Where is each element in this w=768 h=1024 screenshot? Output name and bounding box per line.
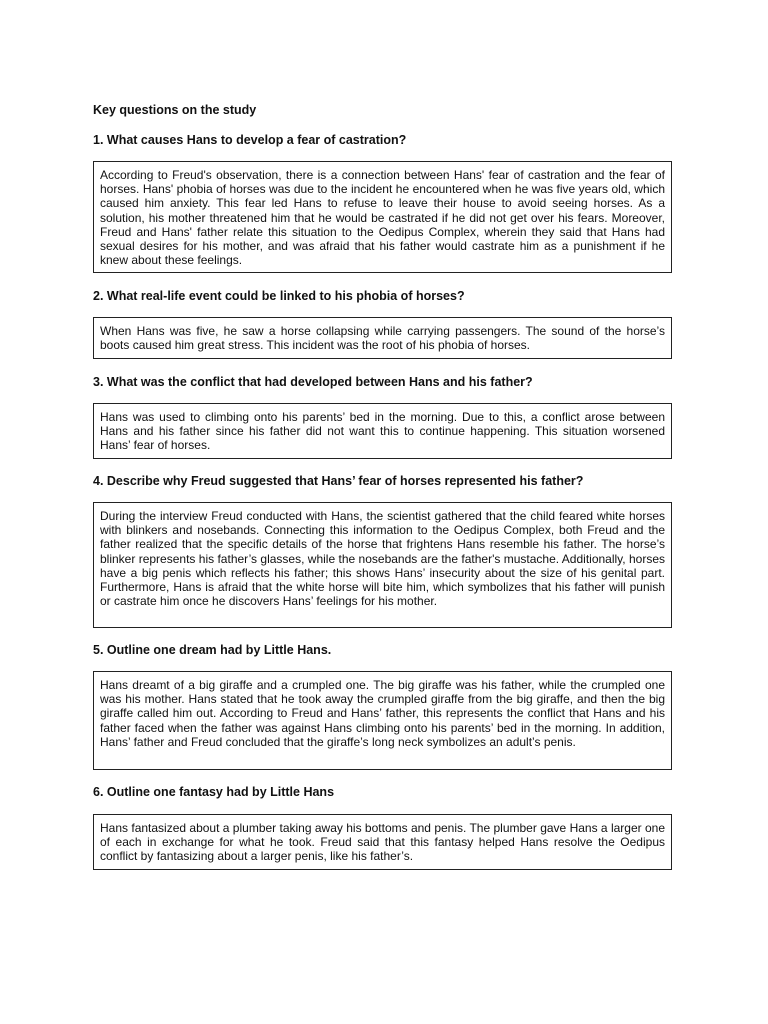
answer-box-6 bbox=[93, 814, 672, 870]
question-1: 1. What causes Hans to develop a fear of castration? bbox=[93, 133, 407, 147]
answer-box-1 bbox=[93, 161, 672, 273]
question-4: 4. Describe why Freud suggested that Hans’ fear of horses represented his father? bbox=[93, 474, 584, 488]
question-5: 5. Outline one dream had by Little Hans. bbox=[93, 643, 332, 657]
question-2: 2. What real-life event could be linked to his phobia of horses? bbox=[93, 289, 465, 303]
answer-box-5 bbox=[93, 671, 672, 770]
answer-text-3: Hans was used to climbing onto his parents’ bed in the morning. Due to this, a conflict arose between Hans and his father since his father did not want this to continue happening. This situation worsened Hans’ fear of horses. bbox=[100, 410, 665, 453]
answer-box-3 bbox=[93, 403, 672, 459]
answer-box-2 bbox=[93, 317, 672, 359]
answer-text-6: Hans fantasized about a plumber taking away his bottoms and penis. The plumber gave Hans a larger one of each in exchange for what he took. Freud said that this fantasy helped Hans resolve the Oedipus conflict by fantasizing about a larger penis, like his father’s. bbox=[100, 821, 665, 864]
answer-text-2: When Hans was five, he saw a horse collapsing while carrying passengers. The sound of the horse’s boots caused him great stress. This incident was the root of his phobia of horses. bbox=[100, 324, 665, 353]
answer-text-5: Hans dreamt of a big giraffe and a crumpled one. The big giraffe was his father, while the crumpled one was his mother. Hans stated that he took away the crumpled giraffe from the big giraffe, and then the big giraffe called him out. According to Freud and Hans’ father, this represents the conflict that Hans and his father faced when the father was against Hans climbing onto his parents’ bed in the morning. In addition, Hans’ father and Freud concluded that the giraffe’s long neck symbolizes an adult’s penis. bbox=[100, 678, 665, 749]
question-6: 6. Outline one fantasy had by Little Hans bbox=[93, 785, 335, 799]
answer-text-4: During the interview Freud conducted with Hans, the scientist gathered that the child feared white horses with blinkers and nosebands. Connecting this information to the Oedipus Complex, both Freud and the father realized that the specific details of the horse that frightens Hans resemble his father. The horse’s blinker represents his father’s glasses, while the nosebands are the father's mustache. Additionally, horses have a big penis which reflects his father; this shows Hans’ insecurity about the size of his genital part. Furthermore, Hans is afraid that the white horse will bite him, which symbolizes that his father will punish or castrate him once he discovers Hans’ feelings for his mother. bbox=[100, 509, 665, 609]
question-3: 3. What was the conflict that had developed between Hans and his father? bbox=[93, 375, 533, 389]
document-title: Key questions on the study bbox=[93, 103, 257, 117]
answer-text-1: According to Freud's observation, there is a connection between Hans' fear of castration and the fear of horses. Hans' phobia of horses was due to the incident he encountered when he was five years old, which caused him anxiety. This fear led Hans to refuse to leave their house to avoid seeing horses. As a solution, his mother threatened him that he would be castrated if he did not get over his fears. Moreover, Freud and Hans' father relate this situation to the Oedipus Complex, wherein they said that Hans had sexual desires for his mother, and was afraid that his father would castrate him as a punishment if he knew about these feelings. bbox=[100, 168, 665, 268]
answer-box-4 bbox=[93, 502, 672, 628]
